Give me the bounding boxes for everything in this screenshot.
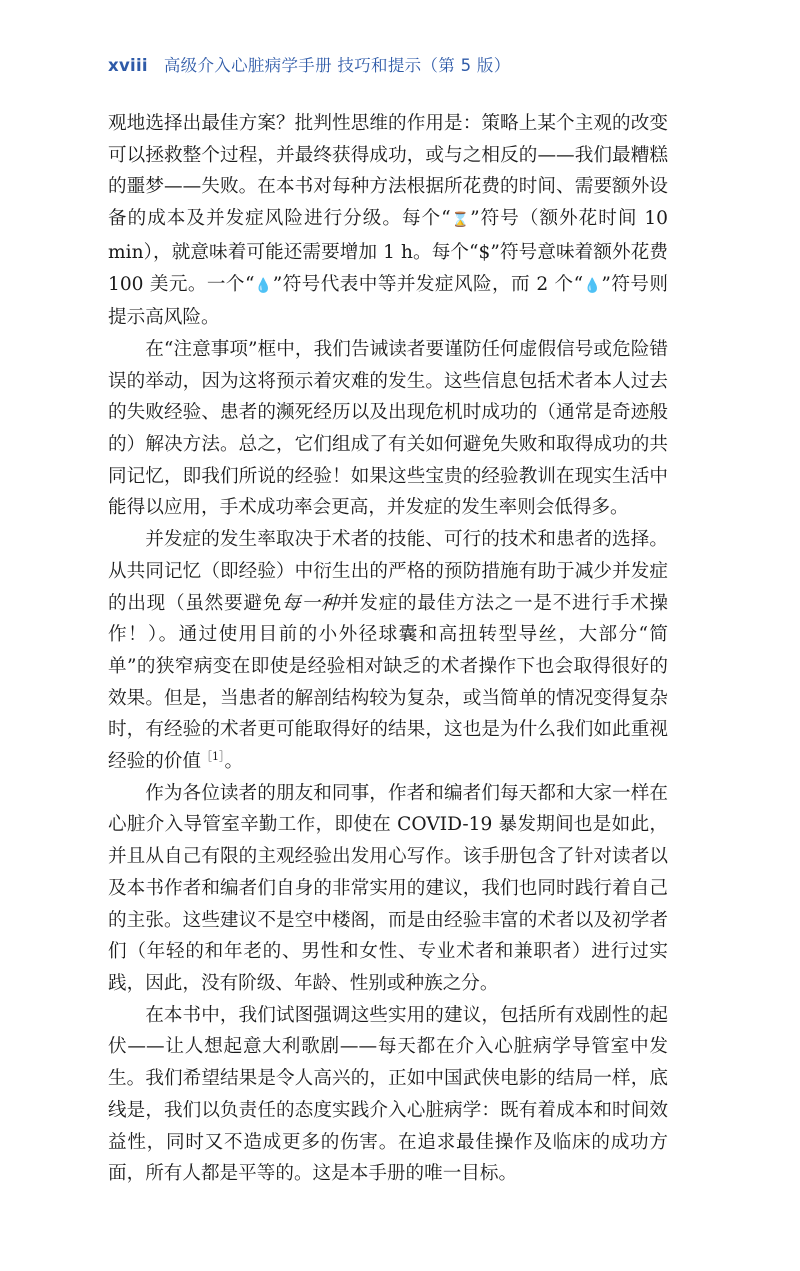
paragraph-3-text-c: 。: [224, 751, 244, 773]
paragraph-3-emphasis: 每一种: [282, 592, 341, 614]
paragraph-2: 在“注意事项”框中，我们告诫读者要谨防任何虚假信号或危险错误的举动，因为这将预示着灾难的发生。这些信息包括术者本人过去的失败经验、患者的濒死经历以及出现危机时成功的（通常是奇迹般的）解决方法。总之，它们组成了有关如何避免失败和取得成功的共同记忆，即我们所说的经验！如果这些宝贵的经验教训在现实生活中能得以应用，手术成功率会更高，并发症的发生率则会低得多。: [108, 338, 668, 519]
page-number: xviii: [108, 56, 148, 75]
paragraph-3-text-b: 并发症的最佳方法之一是不进行手术操作！）。通过使用目前的小外径球囊和高扭转型导丝，大部分“简单”的狭窄病变在即使是经验相对缺乏的术者操作下也会取得很好的效果。但是，当患者的解剖结构较为复杂，或当简单的情况变得复杂时，有经验的术者更可能取得好的结果，这也是为什么我们如此重视经验的价值: [108, 592, 668, 773]
hourglass-icon: ⌛: [450, 212, 471, 229]
paragraph-3-text-a: 并发症的发生率取决于术者的技能、可行的技术和患者的选择。从共同记忆（即经验）中衍生出的严格的预防措施有助于减少并发症的出现（虽然要避免: [108, 529, 668, 614]
paragraph-3: [108, 524, 668, 778]
reference-citation[interactable]: ［1］: [200, 749, 225, 763]
paragraph-1-text-a: 观地选择出最佳方案？批判性思维的作用是：策略上某个主观的改变可以拯救整个过程，并最终获得成功，或与之相反的——我们最糟糕的噩梦——失败。在本书对每种方法根据所花费的时间、需要额外设备的成本及并发症风险进行分级。每个“: [108, 113, 668, 230]
body-text: [108, 108, 668, 1190]
blood-drop-icon: 💧: [254, 277, 273, 294]
paragraph-1-text-d: ”符号则提示高风险。: [108, 273, 668, 329]
paragraph-5: 在本书中，我们试图强调这些实用的建议，包括所有戏剧性的起伏——让人想起意大利歌剧——每天都在介入心脏病学导管室中发生。我们希望结果是令人高兴的，正如中国武侠电影的结局一样，底线是，我们以负责任的态度实践介入心脏病学：既有着成本和时间效益性，同时又不造成更多的伤害。在追求最佳操作及临床的成功方面，所有人都是平等的。这是本手册的唯一目标。: [108, 1004, 668, 1185]
paragraph-1-text-b: ”符号（额外花时间 10 min），就意味着可能还需要增加 1 h。每个“$”符号意味着额外花费 100 美元。一个“: [108, 208, 669, 295]
blood-drop-icon: 💧: [583, 277, 602, 294]
running-header: [108, 52, 511, 76]
paragraph-4: 作为各位读者的朋友和同事，作者和编者们每天都和大家一样在心脏介入导管室辛勤工作，即使在 COVID-19 暴发期间也是如此，并且从自己有限的主观经验出发用心写作。该手册包含了针对读者以及本书作者和编者们自身的非常实用的建议，我们也同时践行着自己的主张。这些建议不是空中楼阁，而是由经验丰富的术者以及初学者们（年轻的和年老的、男性和女性、专业术者和兼职者）进行过实践，因此，没有阶级、年龄、性别或种族之分。: [108, 782, 668, 994]
paragraph-1-text-c: ”符号代表中等并发症风险，而 2 个“: [272, 273, 584, 295]
paragraph-1: [108, 108, 668, 334]
book-title: 高级介入心脏病学手册 技巧和提示（第 5 版）: [163, 56, 511, 75]
